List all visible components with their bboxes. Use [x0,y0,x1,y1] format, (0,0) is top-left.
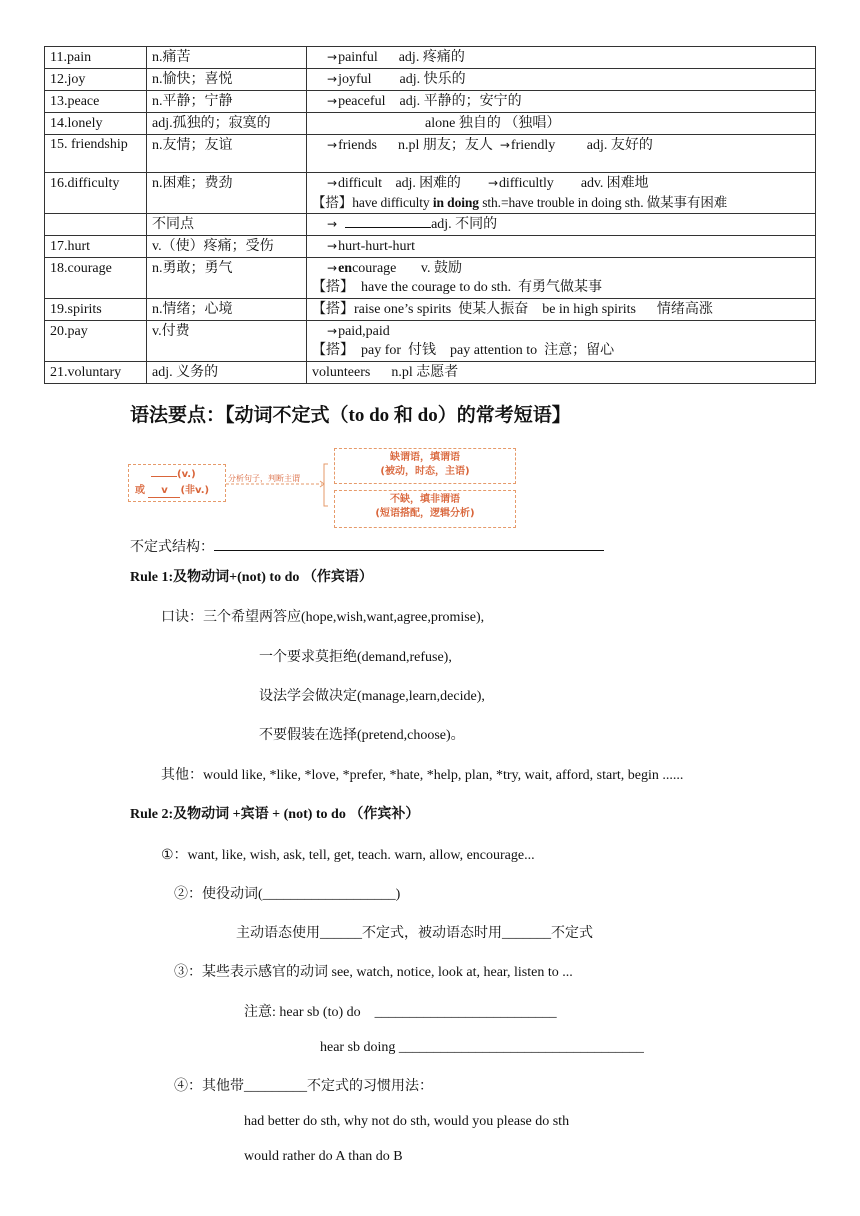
derivative-cell [307,91,816,113]
derivative-word: friends [338,138,377,153]
derivative-cell [307,236,816,258]
diagram-top-box [334,448,516,484]
table-row [45,113,816,135]
mnemonic-line: 不要假装在选择(pretend,choose)。 [259,728,465,743]
meaning-cell: adj. 义务的 [147,362,307,384]
arrow-icon: → [327,324,338,338]
derivative-cell [307,135,816,173]
arrow-icon: → [327,94,338,108]
note-line: hear sb doing ___________________________________ [320,1040,644,1055]
table-row [45,214,816,236]
phrase-text: pay for 付钱 pay attention to 注意；留心 [354,343,615,358]
table-row [45,91,816,113]
phrase-tag: 【搭】 [312,280,354,295]
derivative-prefix: en [338,261,353,276]
phrase-text: raise one’s spirits 使某人振奋 be in high spirits 情绪高涨 [354,302,713,317]
habit-line: would rather do A than do B [244,1149,403,1164]
bottom-box-line: (短语搭配，逻辑分析) [375,508,475,519]
meaning-cell: v.付费 [147,321,307,362]
derivative-cell [307,321,816,362]
derivative-word: difficultly [499,176,554,191]
meaning-cell: n.友情；友谊 [147,135,307,173]
arrow-icon: → [327,176,337,190]
analysis-diagram [128,446,520,528]
arrow-icon: → [327,50,338,64]
arrow-icon: → [327,239,338,253]
structure-line [130,536,604,556]
left-v: v [148,485,180,498]
meaning-cell: n.勇敢；勇气 [147,258,307,299]
meaning-cell: n.困难；费劲 [147,173,307,214]
bottom-box-line: 不缺，填非谓语 [390,494,460,505]
left-or: 或 [135,485,145,496]
diagram-left-box [128,464,226,502]
derivative-note: adj. 平静的；安宁的 [399,94,522,109]
mnemonic-line: 一个要求莫拒绝(demand,refuse), [259,650,452,665]
word-cell: 19.spirits [45,299,147,321]
blank-line [345,215,431,228]
rule-2-item: ②：使役动词(___________________) [174,887,401,902]
blank-line [151,465,177,477]
phrase-bold: in doing [432,195,479,210]
others-line: 其他：would like, *like, *love, *prefer, *hate, *help, plan, *try, wait, afford, start, begin ...... [161,768,684,783]
derivative-cell [307,113,816,135]
note-line: 注意: hear sb (to) do __________________________ [244,1005,557,1020]
top-box-line: (被动，时态，主语) [380,466,470,477]
phrase-text: have the courage to do sth. 有勇气做某事 [354,280,603,295]
arrow-icon: → [327,217,338,231]
top-box-line: 缺谓语，填谓语 [390,452,460,463]
derivative-note: adj. 快乐的 [399,72,466,87]
derivative-note: adv. 困难地 [580,176,649,191]
table-row [45,47,816,69]
arrow-icon: → [327,138,338,152]
word-cell: 17.hurt [45,236,147,258]
derivative-cell [307,173,816,214]
table-row [45,362,816,384]
word-cell: 20.pay [45,321,147,362]
rule-2-heading: Rule 2:及物动词 +宾语 + (not) to do （作宾补） [130,807,420,822]
rule-2-item: ④：其他带_________不定式的习惯用法： [174,1079,433,1094]
structure-label: 不定式结构： [130,540,214,555]
derivative-word: peaceful [338,94,386,109]
derivative-word: paid,paid [338,324,390,339]
phrase-text: have difficulty [352,195,433,210]
table-row [45,258,816,299]
blank-line [214,538,604,551]
word-cell: 14.lonely [45,113,147,135]
word-cell [45,214,147,236]
derivative-cell [307,47,816,69]
word-cell: 16.difficulty [45,173,147,214]
alone-note: alone 独自的 （独唱） [425,116,561,131]
arrow-icon: → [327,72,338,86]
derivative-cell [307,69,816,91]
derivative-cell [307,299,816,321]
diagram-arrow-icon [224,446,334,528]
table-row [45,135,816,173]
derivative-word: hurt-hurt-hurt [338,239,416,254]
arrow-icon: → [499,138,510,152]
arrow-icon: → [488,176,499,190]
meaning-cell: n.情绪；心境 [147,299,307,321]
table-row [45,69,816,91]
meaning-cell: n.平静；宁静 [147,91,307,113]
vocabulary-table [44,46,816,384]
table-row [45,299,816,321]
derivative-cell: volunteers n.pl 志愿者 [307,362,816,384]
derivative-note: adj. 疼痛的 [398,50,465,65]
phrase-tag: 【搭】 [312,195,353,210]
meaning-cell: v.（使）疼痛；受伤 [147,236,307,258]
word-cell: 13.peace [45,91,147,113]
derivative-word: difficult [337,176,382,191]
phrase-tag: 【搭】 [312,302,354,317]
phrase-tag: 【搭】 [312,343,354,358]
arrow-icon: → [327,261,338,275]
derivative-word: joyful [338,72,372,87]
diagram-arrow-label: 分析句子，判断主谓 [228,474,300,483]
mnemonic-line: 口诀：三个希望两答应(hope,wish,want,agree,promise), [161,610,485,625]
word-cell: 12.joy [45,69,147,91]
meaning-cell: n.痛苦 [147,47,307,69]
word-cell: 15. friendship [45,135,147,173]
grammar-title: 语法要点：【动词不定式（to do 和 do）的常考短语】 [130,405,571,426]
derivative-cell [307,258,816,299]
table-row [45,236,816,258]
word-cell: 21.voluntary [45,362,147,384]
left-label: (v.) [177,469,196,480]
diagram-bottom-box [334,490,516,528]
meaning-cell: 不同点 [147,214,307,236]
derivative-note: n.pl 朋友；友人 [397,138,493,153]
derivative-note: adj. 友好的 [586,138,653,153]
rule-2-item: ①：want, like, wish, ask, tell, get, teach. warn, allow, encourage... [161,848,535,863]
word-cell: 18.courage [45,258,147,299]
derivative-note: v. 鼓励 [420,261,462,276]
rule-2-item: ③：某些表示感官的动词 see, watch, notice, look at, hear, listen to ... [174,965,573,980]
derivative-note: adj. 困难的 [395,176,461,191]
rule-2-subitem: 主动语态使用______不定式，被动语态时用_______不定式 [236,926,593,941]
derivative-word: painful [338,50,378,65]
derivative-cell [307,214,816,236]
habit-line: had better do sth, why not do sth, would you please do sth [244,1114,570,1129]
derivative-word: friendly [510,138,556,153]
table-row [45,173,816,214]
word-cell: 11.pain [45,47,147,69]
rule-1-heading: Rule 1:及物动词+(not) to do （作宾语） [130,570,373,585]
left-label: (非v.) [180,485,210,496]
meaning-cell: n.愉快；喜悦 [147,69,307,91]
mnemonic-line: 设法学会做决定(manage,learn,decide), [259,689,485,704]
phrase-text: sth.=have trouble in doing sth. 做某事有困难 [478,195,728,210]
table-row [45,321,816,362]
meaning-cell: adj.孤独的；寂寞的 [147,113,307,135]
derivative-note: adj. 不同的 [431,217,498,232]
derivative-word: courage [352,261,397,276]
